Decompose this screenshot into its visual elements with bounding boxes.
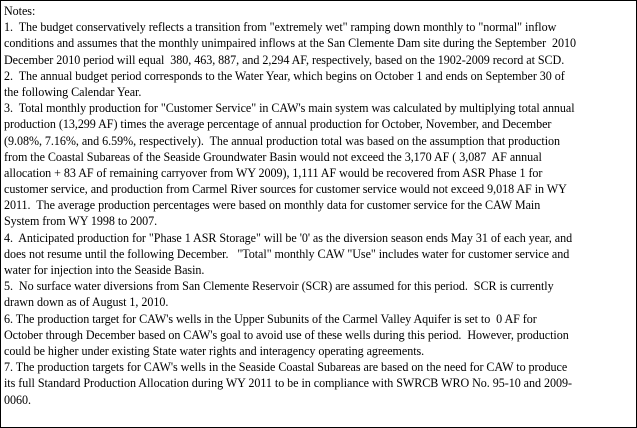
note-6-line-2: October through December based on CAW's goal to avoid use of these wells during this period. However, production	[4, 327, 569, 342]
notes-heading: Notes:	[4, 4, 36, 18]
note-6-line-1: 6. The production target for CAW's wells in the Upper Subunits of the Carmel Valley Aquifer is set to 0 AF for	[4, 311, 537, 326]
note-4-line-1: 4. Anticipated production for "Phase 1 ASR Storage" will be '0' as the diversion season ends May 31 of each year, and	[4, 230, 573, 245]
note-2-line-1: 2. The annual budget period corresponds to the Water Year, which begins on October 1 and ends on September 30 of	[4, 68, 565, 83]
note-1-line-3: December 2010 period will equal 380, 463, 887, and 2,294 AF, respectively, based on the 1902-2009 record at SCD.	[4, 52, 565, 67]
note-4-line-3: water for injection into the Seaside Basin.	[4, 263, 205, 277]
note-3-line-5: allocation + 83 AF of remaining carryover from WY 2009), 1,111 AF would be recovered from ASR Phase 1 for	[4, 165, 543, 180]
note-4-line-2: does not resume until the following December. "Total" monthly CAW "Use" includes water for customer service and	[4, 246, 570, 261]
note-5-line-1: 5. No surface water diversions from San Clemente Reservoir (SCR) are assumed for this period. SCR is currently	[4, 279, 554, 294]
notes-text	[4, 3, 635, 408]
note-7-line-1: 7. The production targets for CAW's wells in the Seaside Coastal Subareas are based on the need for CAW to produce	[4, 360, 568, 375]
note-7-line-3: 0060.	[4, 392, 31, 407]
note-3-line-4: from the Coastal Subareas of the Seaside Groundwater Basin would not exceed the 3,170 AF ( 3,087 AF annual	[4, 149, 542, 164]
note-3-line-3: (9.08%, 7.16%, and 6.59%, respectively). The annual production total was based on the assumption that production	[4, 133, 561, 148]
note-3-line-8: System from WY 1998 to 2007.	[4, 214, 158, 229]
note-1-line-1: 1. The budget conservatively reflects a transition from "extremely wet" ramping down monthly to "normal" inflow	[4, 20, 557, 35]
note-3-line-6: customer service, and production from Carmel River sources for customer service would not exceed 9,018 AF in WY	[4, 182, 567, 197]
note-3-line-1: 3. Total monthly production for "Customer Service" in CAW's main system was calculated by multiplying total annual	[4, 101, 575, 116]
note-7-line-2: its full Standard Production Allocation during WY 2011 to be in compliance with SWRCB WRO No. 95-10 and 2009-	[4, 376, 572, 391]
note-2-line-2: the following Calendar Year.	[4, 84, 142, 99]
note-3-line-7: 2011. The average production percentages were based on monthly data for customer service for the CAW Main	[4, 198, 541, 213]
note-1-line-2: conditions and assumes that the monthly unimpaired inflows at the San Clemente Dam site during the September 2010	[4, 36, 577, 51]
note-6-line-3: could be higher under existing State water rights and interagency operating agreements.	[4, 343, 425, 358]
note-5-line-2: drawn down as of August 1, 2010.	[4, 295, 169, 310]
note-3-line-2: production (13,299 AF) times the average percentage of annual production for October, November, and December	[4, 117, 552, 132]
